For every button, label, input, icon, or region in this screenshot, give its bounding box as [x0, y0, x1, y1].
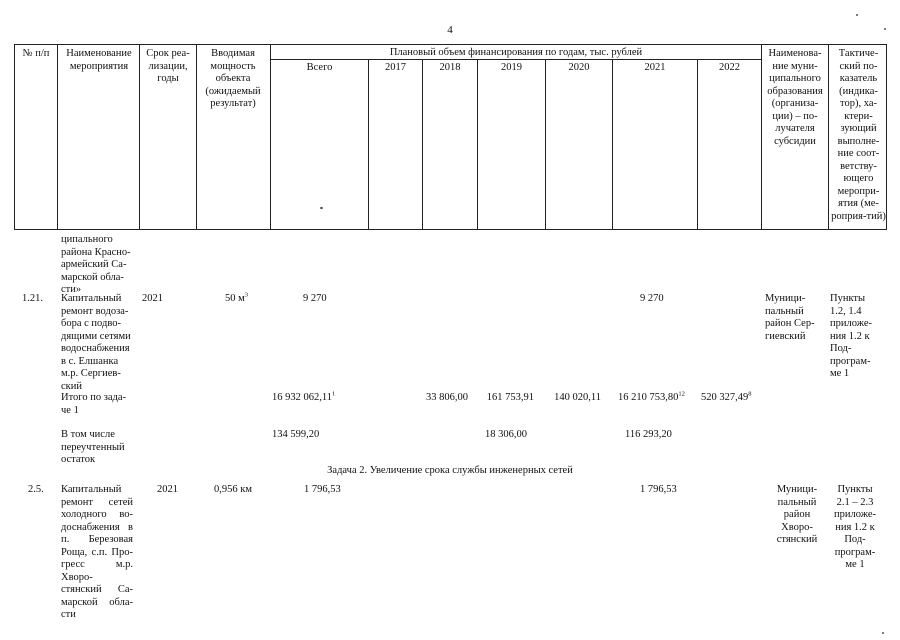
vtom-2019: 18 306,00: [485, 429, 527, 440]
header-term: Срок реа-лизации, годы: [146, 48, 190, 84]
vtom-label: В том числе переучтенный остаток: [61, 429, 125, 465]
row-121-2021: 9 270: [640, 293, 664, 304]
task-2-heading: Задача 2. Увеличение срока службы инженерных сетей: [327, 465, 573, 476]
itogo-2022: 520 327,49$^8$: [701, 390, 752, 403]
row-25-total: 1 796,53: [304, 484, 341, 495]
row-121-capacity: 50 $м^3$: [224, 291, 248, 304]
row-121-municipality: Муници-пальный район Сер-гиевский: [765, 293, 815, 342]
row-25-indicator: Пункты 2.1 – 2.3 приложе-ния 1.2 к Под-програм-ме 1: [834, 484, 876, 570]
header-2018: 2018: [439, 62, 461, 73]
header-2022: 2022: [719, 62, 740, 73]
continuation-text: ципального района Красно-армейский Са-марской обла-сти»: [61, 234, 131, 295]
itogo-total: 16 932 062,11$^1$: [272, 390, 336, 403]
itogo-2020: 140 020,11: [554, 392, 601, 403]
row-121-name: Капитальный ремонт водоза-бора с подво-дящими сетями водоснабжения в с. Елшанка м.р. Сергиев-ский: [61, 293, 131, 392]
row-121-total: 9 270: [303, 293, 327, 304]
header-2020: 2020: [568, 62, 590, 73]
header-municipality: Наименова-ние муни-ципального образования (организа-ции) – по-лучателя субсидии: [767, 48, 823, 147]
page-number: 4: [447, 24, 453, 36]
row-25-term: 2021: [157, 484, 178, 495]
row-121-num: 1.21.: [22, 293, 43, 304]
header-num: № п/п: [22, 48, 50, 59]
row-25-2021: 1 796,53: [640, 484, 677, 495]
scan-speck: [882, 632, 884, 634]
row-25-name: Капитальный ремонт сетей холодного во-доснабжения в п. Березовая Роща, с.п. Про-гресс м.р. Хворо-стянский Са-марской обла-сти: [61, 484, 133, 620]
header-financing: Плановый объем финансирования по годам, тыс. рублей: [389, 47, 643, 58]
header-total: Всего: [306, 62, 333, 73]
itogo-2021: 16 210 753,80$^{12}$: [618, 390, 685, 403]
scan-speck: [856, 14, 858, 16]
vtom-total: 134 599,20: [272, 429, 320, 440]
scan-speck: [320, 207, 323, 209]
header-2021: 2021: [644, 62, 666, 73]
header-2017: 2017: [385, 62, 406, 73]
header-capacity: Вводимая мощность объекта (ожидаемый результат): [205, 48, 261, 109]
row-25-num: 2.5.: [28, 484, 44, 495]
header-name: Наименование мероприятия: [66, 48, 132, 72]
header-indicator: Тактиче-ский по-казатель (индика-тор), ха-ктери-зующий выполне-ние соот-ветству-ющего меропри-ятия (ме-роприя-тий): [831, 48, 886, 222]
vtom-2021: 116 293,20: [625, 429, 672, 440]
row-121-term: 2021: [142, 293, 163, 304]
table-header: [14, 44, 887, 230]
row-25-municipality: Муници-пальный район Хворо-стянский: [776, 484, 818, 545]
itogo-label: Итого по зада-че 1: [61, 392, 127, 416]
header-2019: 2019: [501, 62, 522, 73]
row-25-capacity: 0,956 км: [214, 484, 252, 495]
scan-speck: [884, 28, 886, 30]
row-121-indicator: Пункты 1.2, 1.4 приложе-ния 1.2 к Под-програм-ме 1: [830, 293, 872, 379]
itogo-2018: 33 806,00: [426, 392, 468, 403]
itogo-2019: 161 753,91: [486, 392, 534, 403]
